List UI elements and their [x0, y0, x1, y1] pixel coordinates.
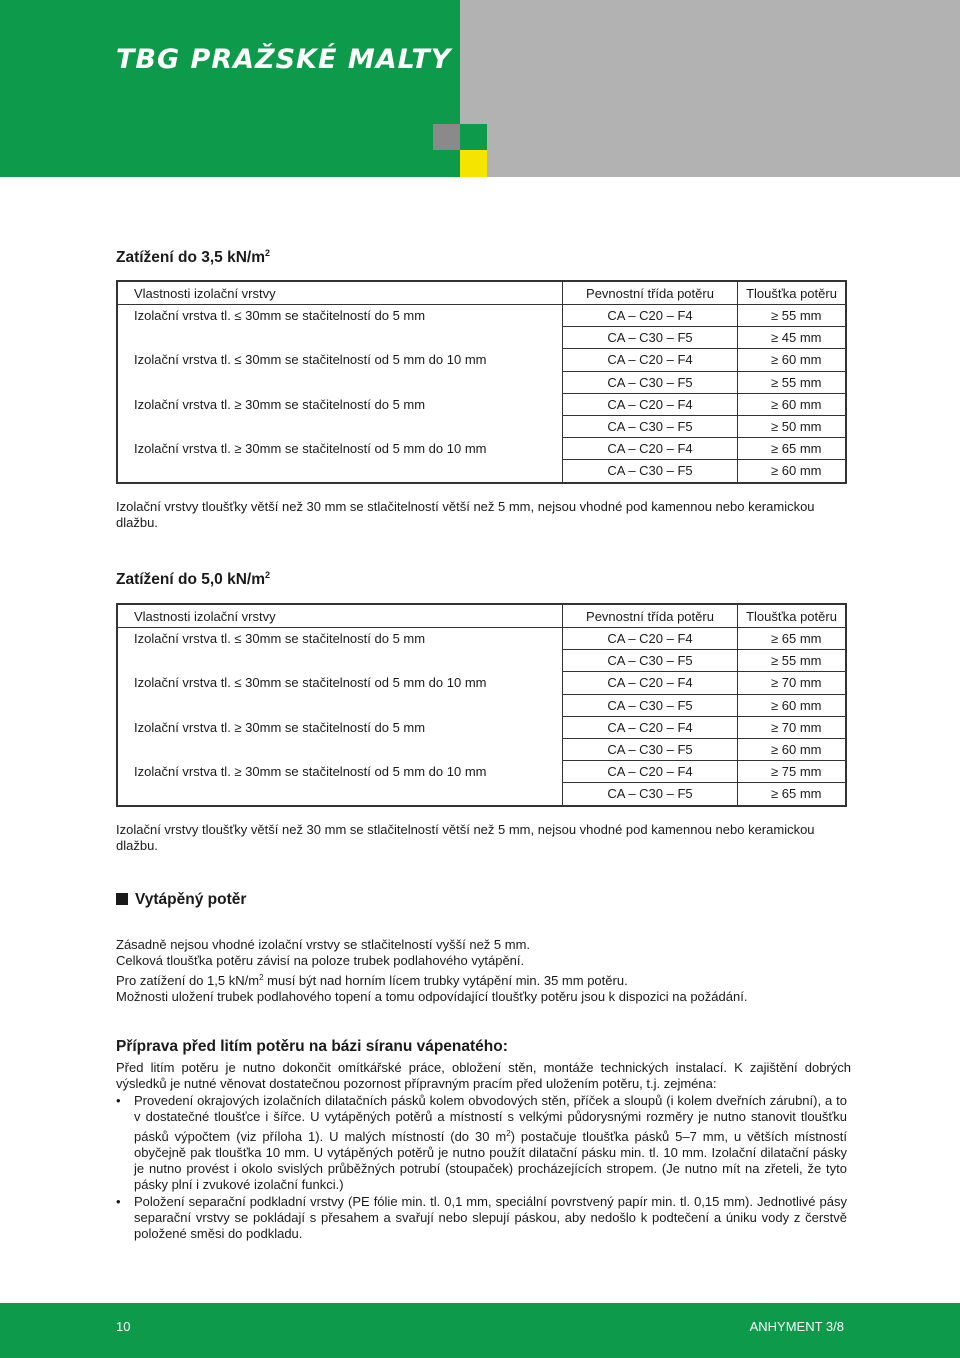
table-cell: CA – C30 – F5	[563, 460, 738, 483]
table-cell: ≥ 65 mm	[738, 628, 847, 650]
table-row	[117, 672, 846, 694]
table-cell: ≥ 65 mm	[738, 438, 847, 460]
preparation-list	[116, 1093, 847, 1243]
table-cell: ≥ 55 mm	[738, 371, 847, 393]
logo-square-gray	[433, 124, 460, 151]
table-cell: ≥ 55 mm	[738, 650, 847, 672]
table-row	[117, 716, 846, 738]
square-bullet-icon	[116, 893, 128, 905]
preparation-intro: Před litím potěru je nutno dokončit omítkářské práce, obložení stěn, montáže technických instalací. K zajištění dobrých výsledků je nutné věnovat dostatečnou pozornost přípravným pracím před uložením potěru, t.j. zejména:	[116, 1060, 851, 1092]
section-title-heated-screed: Vytápěný potěr	[116, 891, 246, 909]
table-cell: CA – C20 – F4	[563, 438, 738, 460]
table-cell	[117, 783, 563, 806]
table-row	[117, 349, 846, 371]
table-cell: Izolační vrstva tl. ≥ 30mm se stačitelností do 5 mm	[117, 716, 563, 738]
table-header-row	[117, 604, 846, 628]
table-row	[117, 327, 846, 349]
table-cell	[117, 460, 563, 483]
table-cell: CA – C30 – F5	[563, 327, 738, 349]
table-row	[117, 438, 846, 460]
brand-logo: TBG PRAŽSKÉ MALTY	[116, 44, 452, 75]
table-cell: CA – C30 – F5	[563, 738, 738, 760]
table-cell: CA – C30 – F5	[563, 415, 738, 437]
table-cell: ≥ 75 mm	[738, 761, 847, 783]
note-load-5-0: Izolační vrstvy tloušťky větší než 30 mm se stlačitelností větší než 5 mm, nejsou vhodné pod kamennou nebo keramickou dlažbu.	[116, 822, 815, 853]
table-row	[117, 415, 846, 437]
table-cell: ≥ 70 mm	[738, 672, 847, 694]
spec-table-load-5-0	[116, 603, 847, 807]
table-row	[117, 460, 846, 483]
table-cell	[117, 650, 563, 672]
table-cell: ≥ 45 mm	[738, 327, 847, 349]
table-row	[117, 650, 846, 672]
table-cell: ≥ 60 mm	[738, 694, 847, 716]
table-cell: CA – C20 – F4	[563, 349, 738, 371]
table-cell: Izolační vrstva tl. ≤ 30mm se stačitelností do 5 mm	[117, 305, 563, 327]
logo-square-green	[460, 124, 487, 151]
table-cell: Izolační vrstva tl. ≤ 30mm se stačitelností do 5 mm	[117, 628, 563, 650]
table-cell: CA – C20 – F4	[563, 393, 738, 415]
list-item: • Provedení okrajových izolačních dilatačních pásků kolem obvodových stěn, příček a sloupů (i kolem dveřních zárubní), a to v dostatečné tloušťce i šířce. U vytápěných potěrů a místností s velkými půdorysnými rozměry je nutno stanovit tloušťku pásků výpočtem (viz příloha 1). U malých místností (do 30 $m^2$) postačuje tloušťka pásků 5–7 mm, u větších místností obyčejně pak tloušťka 10 mm. U vytápěných potěrů je nutno použít dilatační pásku min. tl. 10 mm. Izolační dilatační pásky je nutno provést i okolo svislých průběžných potrubí (stoupaček) procházejících stropem. (Je nutno mít na zřeteli, že tyto pásky plní i zvukové izolační funkci.)	[116, 1093, 847, 1194]
table-cell: ≥ 70 mm	[738, 716, 847, 738]
table-header-row	[117, 281, 846, 305]
page-number: 10	[116, 1319, 131, 1334]
table-cell: CA – C20 – F4	[563, 305, 738, 327]
header-green-band	[0, 0, 460, 177]
table-cell: ≥ 60 mm	[738, 460, 847, 483]
column-header: Vlastnosti izolační vrstvy	[117, 281, 563, 305]
footer-bar	[0, 1303, 960, 1358]
column-header: Pevnostní třída potěru	[563, 281, 738, 305]
table-cell: Izolační vrstva tl. ≥ 30mm se stačitelností do 5 mm	[117, 393, 563, 415]
table-cell: ≥ 65 mm	[738, 783, 847, 806]
table-row	[117, 694, 846, 716]
header-gray-band	[460, 0, 960, 177]
heated-screed-text: Zásadně nejsou vhodné izolační vrstvy se stlačitelností vyšší než 5 mm. Celková tloušťka potěru závisí na poloze trubek podlahového vytápění. Pro zatížení do 1,5 $kN/m^2$ musí být nad horním lícem trubky vytápění min. 35 mm potěru. Možnosti uložení trubek podlahového topení a tomu odpovídající tloušťky potěru jsou k dispozici na požádání.	[116, 937, 748, 1004]
table-cell	[117, 694, 563, 716]
note-load-3-5: Izolační vrstvy tloušťky větší než 30 mm se stlačitelností větší než 5 mm, nejsou vhodné pod kamennou nebo keramickou dlažbu.	[116, 499, 815, 530]
table-row	[117, 783, 846, 806]
logo-square-yellow	[460, 150, 487, 177]
table-cell	[117, 415, 563, 437]
list-item: • Položení separační podkladní vrstvy (PE fólie min. tl. 0,1 mm, speciální povrstvený papír min. tl. 0,15 mm). Jednotlivé pásy separační vrstvy se pokládají s přesahem a svařují nebo slepují páskou, aby nedošlo k podtečení a úniku vody z čerstvě položené směsi do podkladu.	[116, 1194, 847, 1243]
table-cell: Izolační vrstva tl. ≤ 30mm se stačitelností od 5 mm do 10 mm	[117, 349, 563, 371]
table-row	[117, 628, 846, 650]
table-cell: ≥ 50 mm	[738, 415, 847, 437]
column-header: Pevnostní třída potěru	[563, 604, 738, 628]
table-cell: ≥ 60 mm	[738, 349, 847, 371]
table-row	[117, 761, 846, 783]
table-cell: CA – C30 – F5	[563, 783, 738, 806]
logo-square-green-2	[433, 150, 460, 177]
section-title-preparation: Příprava před litím potěru na bázi síranu vápenatého:	[116, 1038, 508, 1055]
table-row	[117, 371, 846, 393]
table-cell: ≥ 55 mm	[738, 305, 847, 327]
table-cell: CA – C20 – F4	[563, 716, 738, 738]
table-cell: Izolační vrstva tl. ≥ 30mm se stačitelností od 5 mm do 10 mm	[117, 438, 563, 460]
table-cell: CA – C20 – F4	[563, 761, 738, 783]
table-cell: CA – C30 – F5	[563, 371, 738, 393]
spec-table-load-3-5	[116, 280, 847, 484]
table-cell: Izolační vrstva tl. ≥ 30mm se stačitelností od 5 mm do 10 mm	[117, 761, 563, 783]
table-cell: CA – C20 – F4	[563, 628, 738, 650]
section-title-load-5-0: Zatížení do 5,0 $kN/m^2$	[116, 570, 271, 588]
column-header: Tloušťka potěru	[738, 281, 847, 305]
table-cell	[117, 327, 563, 349]
table-cell: ≥ 60 mm	[738, 393, 847, 415]
column-header: Tloušťka potěru	[738, 604, 847, 628]
table-cell	[117, 738, 563, 760]
table-cell: CA – C20 – F4	[563, 672, 738, 694]
section-title-load-3-5: Zatížení do 3,5 $kN/m^2$	[116, 248, 271, 266]
table-cell	[117, 371, 563, 393]
table-cell: CA – C30 – F5	[563, 694, 738, 716]
table-cell: CA – C30 – F5	[563, 650, 738, 672]
table-cell: Izolační vrstva tl. ≤ 30mm se stačitelností od 5 mm do 10 mm	[117, 672, 563, 694]
table-row	[117, 393, 846, 415]
table-row	[117, 738, 846, 760]
column-header: Vlastnosti izolační vrstvy	[117, 604, 563, 628]
table-cell: ≥ 60 mm	[738, 738, 847, 760]
document-name: ANHYMENT 3/8	[749, 1319, 844, 1334]
table-row	[117, 305, 846, 327]
